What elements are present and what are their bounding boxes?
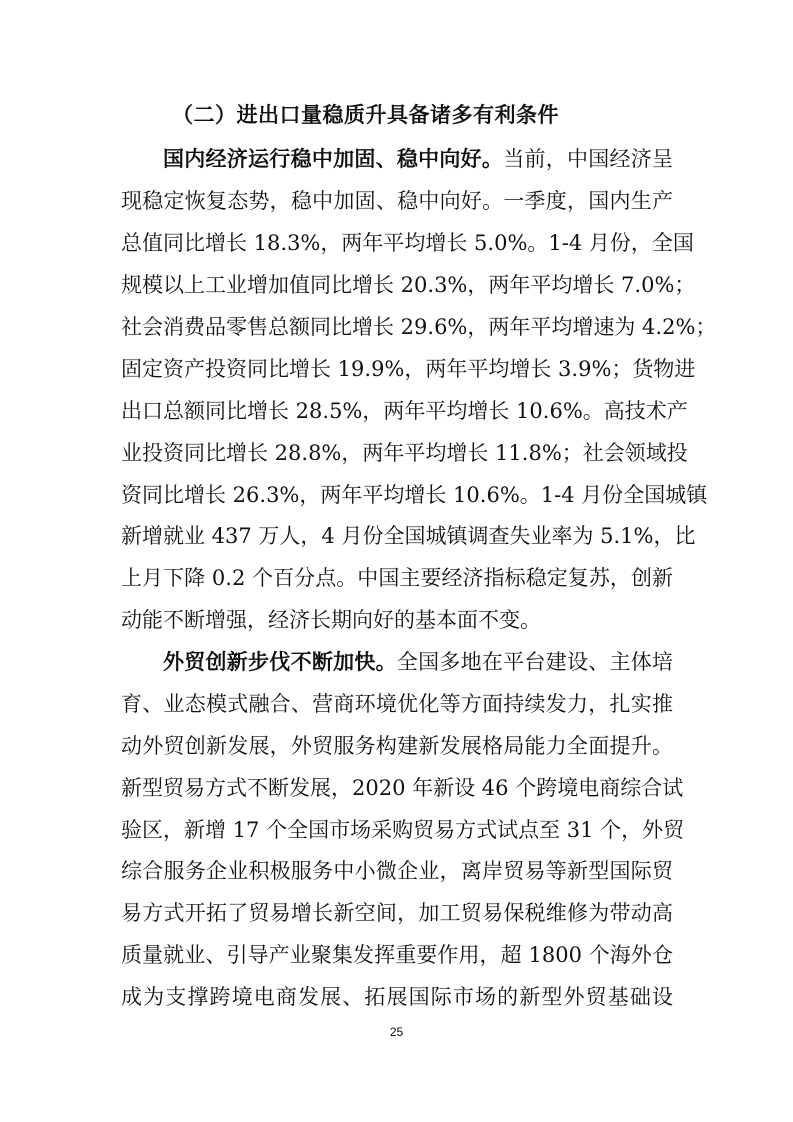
paragraph-1-line: 出口总额同比增长 28.5%，两年平均增长 10.6%。高技术产 (121, 399, 688, 423)
paragraph-2-line: 动外贸创新发展，外贸服务构建新发展格局能力全面提升。 (121, 734, 673, 758)
paragraph-2-lead: 外贸创新步伐不断加快。 (163, 650, 397, 674)
paragraph-1-line: 现稳定恢复态势，稳中加固、稳中向好。一季度，国内生产 (121, 189, 673, 213)
paragraph-2-line: 易方式开拓了贸易增长新空间，加工贸易保税维修为带动高 (121, 901, 673, 925)
paragraph-2-line-1 (163, 648, 673, 676)
paragraph-2-line: 新型贸易方式不断发展，2020 年新设 46 个跨境电商综合试 (121, 776, 684, 800)
paragraph-1-text: 当前，中国经济呈 (503, 147, 674, 171)
paragraph-1-line: 业投资同比增长 28.8%，两年平均增长 11.8%；社会领域投 (121, 441, 688, 465)
paragraph-2-line: 成为支撑跨境电商发展、拓展国际市场的新型外贸基础设 (121, 985, 673, 1009)
paragraph-1-line: 固定资产投资同比增长 19.9%，两年平均增长 3.9%；货物进 (121, 357, 696, 381)
paragraph-1-line: 社会消费品零售总额同比增长 29.6%，两年平均增速为 4.2%； (121, 315, 717, 339)
paragraph-2-line: 综合服务企业积极服务中小微企业，离岸贸易等新型国际贸 (121, 859, 673, 883)
section-heading: （二）进出口量稳质升具备诸多有利条件 (172, 103, 559, 127)
page-number: 25 (389, 1025, 404, 1039)
paragraph-1-line-1 (163, 145, 673, 173)
paragraph-1-lead: 国内经济运行稳中加固、稳中向好。 (163, 147, 504, 171)
paragraph-1-line: 总值同比增长 18.3%，两年平均增长 5.0%。1-4 月份，全国 (121, 231, 694, 255)
paragraph-1-line: 上月下降 0.2 个百分点。中国主要经济指标稳定复苏，创新 (121, 566, 673, 590)
paragraph-2-line: 质量就业、引导产业聚集发挥重要作用，超 1800 个海外仓 (121, 943, 673, 967)
paragraph-1-line: 新增就业 437 万人，4 月份全国城镇调查失业率为 5.1%，比 (121, 524, 696, 548)
paragraph-2-line: 验区，新增 17 个全国市场采购贸易方式试点至 31 个，外贸 (121, 818, 685, 842)
paragraph-2-text: 全国多地在平台建设、主体培 (396, 650, 674, 674)
paragraph-1-line: 动能不断增强，经济长期向好的基本面不变。 (121, 608, 541, 632)
paragraph-1-line: 资同比增长 26.3%，两年平均增长 10.6%。1-4 月份全国城镇 (121, 483, 708, 507)
paragraph-2-line: 育、业态模式融合、营商环境优化等方面持续发力，扎实推 (121, 692, 673, 716)
paragraph-1-line: 规模以上工业增加值同比增长 20.3%，两年平均增长 7.0%； (121, 273, 696, 297)
